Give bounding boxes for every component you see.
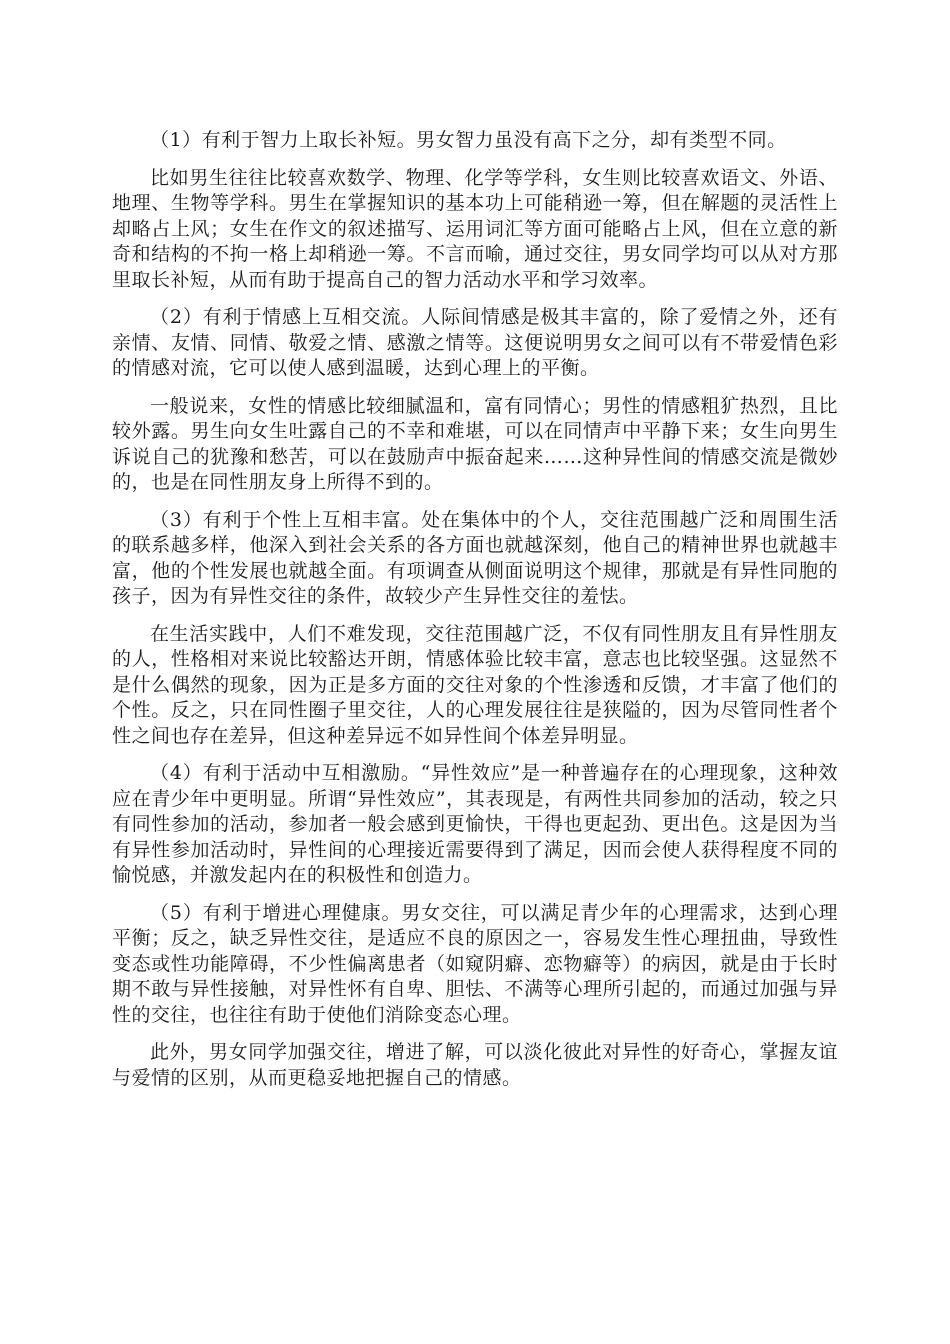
paragraph-9: 此外，男女同学加强交往，增进了解，可以淡化彼此对异性的好奇心，掌握友谊与爱情的区别，从而更稳妥地把握自己的情感。 [112, 1041, 838, 1089]
paragraph-2: 比如男生往往比较喜欢数学、物理、化学等学科，女生则比较喜欢语文、外语、地理、生物等学科。男生在掌握知识的基本功上可能稍逊一筹，但在解题的灵活性上却略占上风；女生在作文的叙述描写、运用词汇等方面可能略占上风，但在立意的新奇和结构的不拘一格上却稍逊一筹。不言而喻，通过交往，男女同学均可以从对方那里取长补短，从而有助于提高自己的智力活动水平和学习效率。 [112, 166, 838, 291]
body-text [112, 128, 838, 1103]
paragraph-4: 一般说来，女性的情感比较细腻温和，富有同情心；男性的情感粗犷热烈，且比较外露。男生向女生吐露自己的不幸和难堪，可以在同情声中平静下来；女生向男生诉说自己的犹豫和愁苦，可以在鼓励声中振奋起来……这种异性间的情感交流是微妙的，也是在同性朋友身上所得不到的。 [112, 394, 838, 493]
paragraph-1: （1）有利于智力上取长补短。男女智力虽没有高下之分，却有类型不同。 [150, 129, 787, 151]
paragraph-5: （3）有利于个性上互相丰富。处在集体中的个人，交往范围越广泛和周围生活的联系越多样，他深入到社会关系的各方面也就越深刻，他自己的精神世界也就越丰富，他的个性发展也就越全面。有项调查从侧面说明这个规律，那就是有异性同胞的孩子，因为有异性交往的条件，故较少产生异性交往的羞怯。 [112, 508, 838, 607]
paragraph-8: （5）有利于增进心理健康。男女交往，可以满足青少年的心理需求，达到心理平衡；反之，缺乏异性交往，是适应不良的原因之一，容易发生性心理扭曲，导致性变态或性功能障碍，不少性偏离患者（如窥阴癖、恋物癖等）的病因，就是由于长时期不敢与异性接触，对异性怀有自卑、胆怯、不满等心理所引起的，而通过加强与异性的交往，也往往有助于使他们消除变态心理。 [112, 901, 838, 1026]
paragraph-6: 在生活实践中，人们不难发现，交往范围越广泛，不仅有同性朋友且有异性朋友的人，性格相对来说比较豁达开朗，情感体验比较丰富，意志也比较坚强。这显然不是什么偶然的现象，因为正是多方面的交往对象的个性渗透和反馈，才丰富了他们的个性。反之，只在同性圈子里交往，人的心理发展往往是狭隘的，因为尽管同性者个性之间也存在差异，但这种差异远不如异性间个体差异明显。 [112, 622, 838, 747]
paragraph-3: （2）有利于情感上互相交流。人际间情感是极其丰富的，除了爱情之外，还有亲情、友情、同情、敬爱之情、感激之情等。这便说明男女之间可以有不带爱情色彩的情感对流，它可以使人感到温暖，达到心理上的平衡。 [112, 306, 838, 379]
paragraph-7: （4）有利于活动中互相激励。“异性效应”是一种普遍存在的心理现象，这种效应在青少年中更明显。所谓“异性效应”，其表现是，有两性共同参加的活动，较之只有同性参加的活动，参加者一般会感到更愉快，干得也更起劲、更出色。这是因为当有异性参加活动时，异性间的心理接近需要得到了满足，因而会使人获得程度不同的愉悦感，并激发起内在的积极性和创造力。 [112, 762, 838, 886]
